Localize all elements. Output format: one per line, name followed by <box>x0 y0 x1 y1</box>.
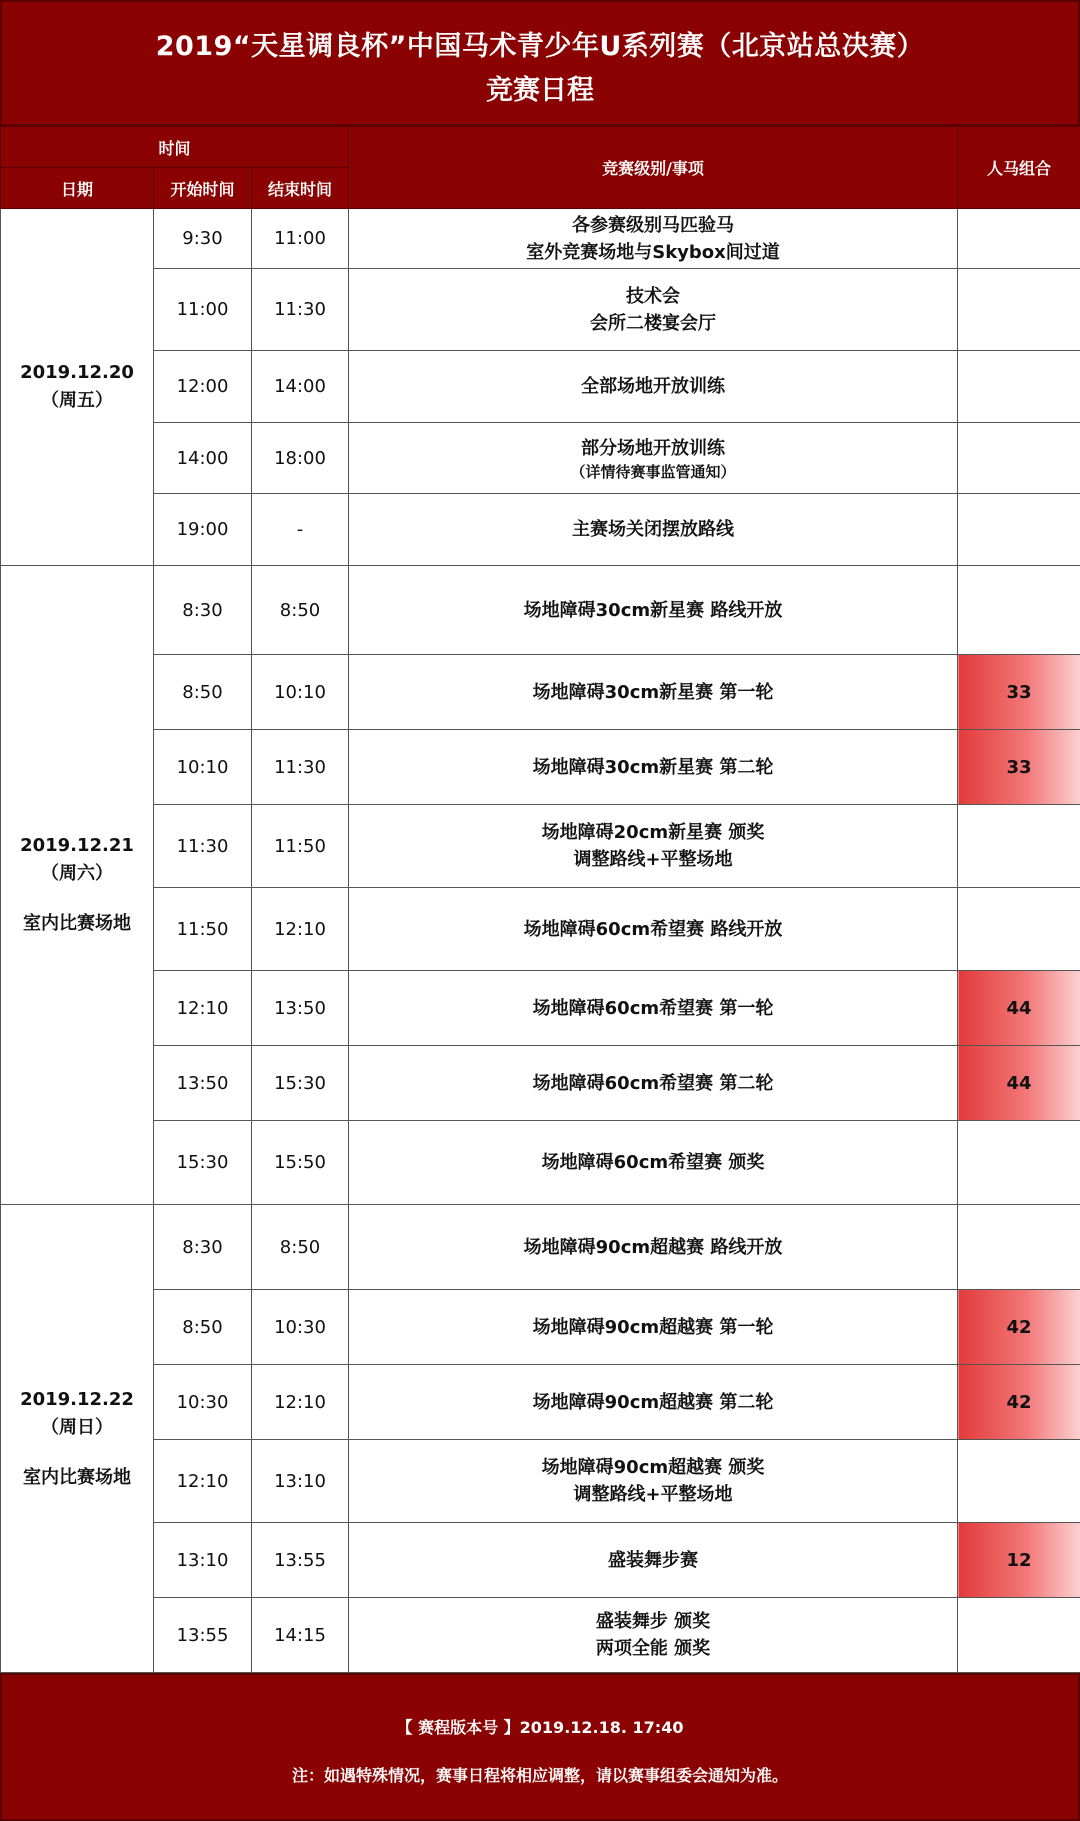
event-cell <box>349 209 958 269</box>
event-cell <box>349 1365 958 1440</box>
date-text: 2019.12.22 <box>20 1388 134 1410</box>
schedule-row <box>1 730 1080 805</box>
end-time: - <box>252 494 349 566</box>
end-time: 13:10 <box>252 1440 349 1523</box>
schedule-body <box>1 209 1080 1673</box>
event-title: 场地障碍30cm新星赛 第二轮 <box>532 756 774 778</box>
event-detail: 两项全能 颁奖 <box>595 1638 711 1659</box>
end-time: 11:30 <box>252 269 349 351</box>
start-time: 10:10 <box>154 730 252 805</box>
event-title: 场地障碍90cm超越赛 第一轮 <box>532 1316 774 1338</box>
end-time: 10:30 <box>252 1290 349 1365</box>
schedule-row <box>1 1046 1080 1121</box>
page-title: 2019“天星调良杯”中国马术青少年U系列赛（北京站总决赛） <box>155 31 925 62</box>
combo-cell: 42 <box>958 1290 1080 1365</box>
combo-cell <box>958 1598 1080 1673</box>
header-date: 日期 <box>1 168 154 209</box>
event-detail: （详情待赛事监管通知） <box>570 462 736 481</box>
end-time: 15:50 <box>252 1121 349 1205</box>
event-cell <box>349 1121 958 1205</box>
schedule-row <box>1 423 1080 494</box>
event-title: 场地障碍90cm超越赛 路线开放 <box>523 1236 783 1258</box>
schedule-row <box>1 209 1080 269</box>
end-time: 11:30 <box>252 730 349 805</box>
combo-cell <box>958 269 1080 351</box>
event-cell <box>349 1598 958 1673</box>
start-time: 8:30 <box>154 1205 252 1290</box>
event-cell <box>349 1046 958 1121</box>
schedule-row <box>1 805 1080 888</box>
header-time-group: 时间 <box>1 127 349 168</box>
combo-cell <box>958 1121 1080 1205</box>
schedule-row <box>1 971 1080 1046</box>
start-time: 11:50 <box>154 888 252 971</box>
start-time: 11:30 <box>154 805 252 888</box>
schedule-row <box>1 1523 1080 1598</box>
weekday-text: （周六） <box>41 863 113 884</box>
combo-cell <box>958 494 1080 566</box>
event-cell <box>349 351 958 423</box>
combo-cell: 12 <box>958 1523 1080 1598</box>
event-title: 盛装舞步 颁奖 <box>595 1611 711 1632</box>
start-time: 8:30 <box>154 566 252 655</box>
combo-cell <box>958 423 1080 494</box>
combo-cell: 42 <box>958 1365 1080 1440</box>
event-cell <box>349 269 958 351</box>
start-time: 19:00 <box>154 494 252 566</box>
event-title: 场地障碍60cm希望赛 第二轮 <box>532 1072 774 1094</box>
header-combo: 人马组合 <box>958 127 1080 209</box>
date-cell <box>1 1205 154 1673</box>
start-time: 9:30 <box>154 209 252 269</box>
date-text: 2019.12.20 <box>20 362 134 383</box>
combo-cell: 44 <box>958 971 1080 1046</box>
event-cell <box>349 1205 958 1290</box>
weekday-text: （周五） <box>41 390 113 411</box>
event-title: 全部场地开放训练 <box>581 376 726 397</box>
event-title: 盛装舞步赛 <box>608 1549 699 1571</box>
version-text: 【 赛程版本号 】2019.12.18. 17:40 <box>396 1718 684 1737</box>
event-cell <box>349 971 958 1046</box>
event-cell <box>349 888 958 971</box>
header-event: 竞赛级别/事项 <box>349 127 958 209</box>
combo-cell: 44 <box>958 1046 1080 1121</box>
event-detail: 会所二楼宴会厅 <box>590 312 717 334</box>
header-start-time: 开始时间 <box>154 168 252 209</box>
date-cell <box>1 209 154 566</box>
event-detail: 室外竞赛场地与Skybox间过道 <box>526 241 780 263</box>
schedule-table <box>0 126 1080 1673</box>
end-time: 8:50 <box>252 566 349 655</box>
title-bar <box>0 0 1080 126</box>
start-time: 11:00 <box>154 269 252 351</box>
event-cell <box>349 566 958 655</box>
start-time: 8:50 <box>154 655 252 730</box>
event-title: 各参赛级别马匹验马 <box>572 214 735 236</box>
event-cell <box>349 1440 958 1523</box>
end-time: 13:55 <box>252 1523 349 1598</box>
event-cell <box>349 655 958 730</box>
combo-cell <box>958 351 1080 423</box>
schedule-row <box>1 351 1080 423</box>
event-cell <box>349 1290 958 1365</box>
event-title: 场地障碍90cm超越赛 颁奖 <box>541 1457 765 1478</box>
end-time: 13:50 <box>252 971 349 1046</box>
event-title: 场地障碍60cm希望赛 第一轮 <box>532 997 774 1019</box>
date-text: 2019.12.21 <box>20 835 134 856</box>
footer <box>0 1673 1080 1821</box>
event-title: 主赛场关闭摆放路线 <box>572 519 735 540</box>
event-title: 部分场地开放训练 <box>581 437 726 459</box>
combo-cell <box>958 566 1080 655</box>
page-subtitle: 竞赛日程 <box>486 75 594 106</box>
start-time: 12:10 <box>154 1440 252 1523</box>
combo-cell <box>958 209 1080 269</box>
end-time: 11:50 <box>252 805 349 888</box>
start-time: 15:30 <box>154 1121 252 1205</box>
event-title: 场地障碍90cm超越赛 第二轮 <box>532 1391 774 1413</box>
schedule-row <box>1 1365 1080 1440</box>
schedule-row <box>1 566 1080 655</box>
event-cell <box>349 730 958 805</box>
end-time: 10:10 <box>252 655 349 730</box>
event-cell <box>349 423 958 494</box>
start-time: 10:30 <box>154 1365 252 1440</box>
end-time: 15:30 <box>252 1046 349 1121</box>
combo-cell: 33 <box>958 730 1080 805</box>
schedule-row <box>1 1598 1080 1673</box>
end-time: 14:00 <box>252 351 349 423</box>
start-time: 8:50 <box>154 1290 252 1365</box>
end-time: 12:10 <box>252 888 349 971</box>
event-cell <box>349 805 958 888</box>
event-title: 场地障碍20cm新星赛 颁奖 <box>541 822 765 843</box>
schedule-row <box>1 1290 1080 1365</box>
event-title: 场地障碍60cm希望赛 颁奖 <box>541 1152 765 1173</box>
end-time: 8:50 <box>252 1205 349 1290</box>
start-time: 13:55 <box>154 1598 252 1673</box>
schedule-row <box>1 1205 1080 1290</box>
combo-cell <box>958 805 1080 888</box>
event-title: 场地障碍30cm新星赛 路线开放 <box>523 599 783 621</box>
event-cell <box>349 494 958 566</box>
end-time: 18:00 <box>252 423 349 494</box>
schedule-row <box>1 1440 1080 1523</box>
end-time: 12:10 <box>252 1365 349 1440</box>
combo-cell: 33 <box>958 655 1080 730</box>
event-cell <box>349 1523 958 1598</box>
footer-note: 注：如遇特殊情况，赛事日程将相应调整，请以赛事组委会通知为准。 <box>291 1766 788 1785</box>
combo-cell <box>958 1205 1080 1290</box>
end-time: 11:00 <box>252 209 349 269</box>
event-detail: 调整路线+平整场地 <box>573 849 733 870</box>
start-time: 14:00 <box>154 423 252 494</box>
schedule-row <box>1 494 1080 566</box>
venue-text: 室内比赛场地 <box>23 913 131 934</box>
start-time: 13:10 <box>154 1523 252 1598</box>
header-end-time: 结束时间 <box>252 168 349 209</box>
end-time: 14:15 <box>252 1598 349 1673</box>
weekday-text: （周日） <box>41 1416 113 1438</box>
event-title: 场地障碍60cm希望赛 路线开放 <box>523 918 783 940</box>
schedule-row <box>1 655 1080 730</box>
combo-cell <box>958 1440 1080 1523</box>
date-cell <box>1 566 154 1205</box>
venue-text: 室内比赛场地 <box>23 1466 131 1488</box>
event-title: 场地障碍30cm新星赛 第一轮 <box>532 681 774 703</box>
start-time: 13:50 <box>154 1046 252 1121</box>
event-title: 技术会 <box>626 285 681 307</box>
event-detail: 调整路线+平整场地 <box>573 1484 733 1505</box>
schedule-row <box>1 269 1080 351</box>
schedule-row <box>1 1121 1080 1205</box>
schedule-row <box>1 888 1080 971</box>
combo-cell <box>958 888 1080 971</box>
start-time: 12:10 <box>154 971 252 1046</box>
start-time: 12:00 <box>154 351 252 423</box>
